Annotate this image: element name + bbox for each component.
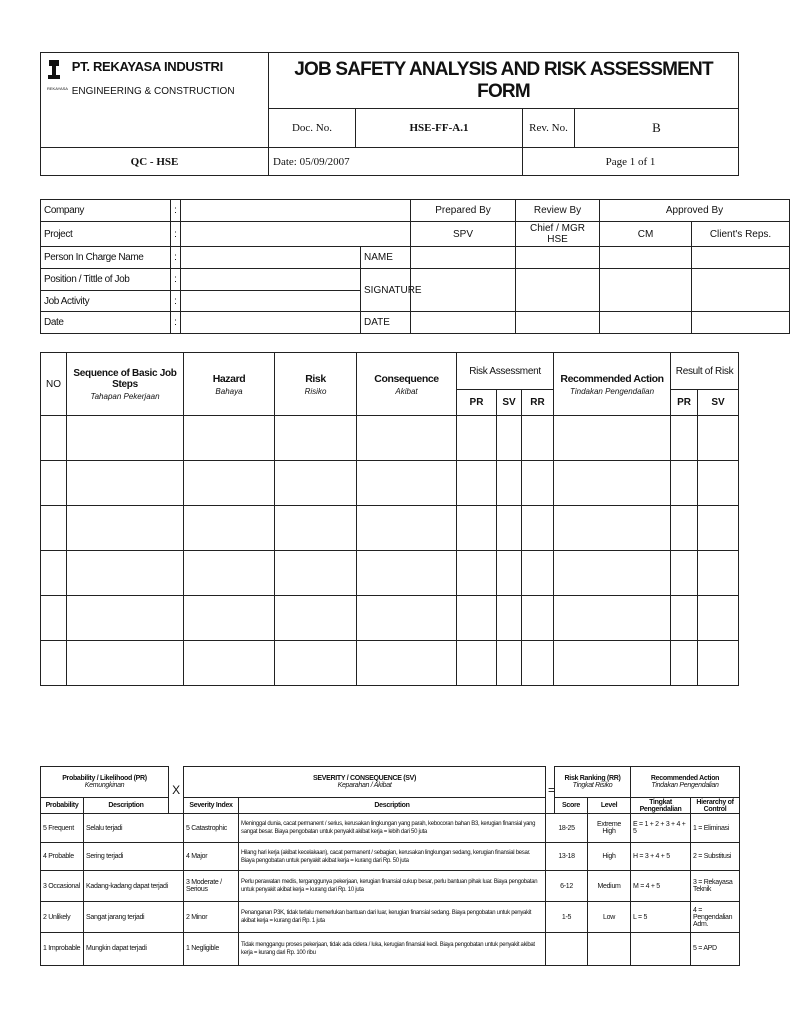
signature-label: SIGNATURE (361, 269, 411, 312)
table-row[interactable] (41, 641, 739, 686)
rank-title-cell: Risk Ranking (RR) Tingkat Risiko (555, 767, 631, 798)
name-label: NAME (361, 247, 411, 269)
ra-pr: PR (457, 390, 497, 416)
page-number: Page 1 of 1 (523, 148, 739, 176)
prepared-by: Prepared By (411, 200, 516, 222)
matrix-row: 2 Unlikely Sangat jarang terjadi 2 Minor Penanganan P3K, tidak terlalu memerlukan bantuan dari luar, kerugian finansial sedang. Biaya pengobatan untuk penyakit akibat kerja = kurang dari Rp. 1 juta 1-5 Low L = 5 4 = Pengendalian Adm. (41, 902, 740, 933)
rev-no-label: Rev. No. (523, 109, 575, 148)
chief-label: Chief / MGR HSE (516, 221, 600, 247)
job-activity-input[interactable] (181, 290, 361, 312)
col-no: NO (41, 353, 67, 416)
spv-date-field[interactable] (411, 312, 516, 334)
jsa-table (40, 352, 739, 686)
company-logo: REKAYASA (47, 59, 63, 91)
cm-signature-field[interactable] (600, 269, 692, 312)
ra-sv: SV (497, 390, 522, 416)
date-label: DATE (361, 312, 411, 334)
matrix-row: 5 Frequent Selalu terjadi 5 Catastrophic Meninggal dunia, cacat permanent / serius, kerusakan lingkungan yang parah, kebocoran bahan B3, kerugian finansial yang sangat besar. Biaya pengobatan untuk penyakit akibat kerja = lebih dari 50 juta 18-25 Extreme High E = 1 + 2 + 3 + 4 + 5 1 = Eliminasi (41, 814, 740, 843)
prob-title-cell: Probability / Likelihood (PR) Kemungkinan (41, 767, 169, 798)
project-input[interactable] (181, 221, 411, 247)
table-row[interactable] (41, 596, 739, 641)
cm-label: CM (600, 221, 692, 247)
risk-matrix-table: Probability / Likelihood (PR) Kemungkinan X SEVERITY / CONSEQUENCE (SV) Keparahan / Akibat = Risk Ranking (RR) Tingkat Risiko Recommended Action Tindakan Pengendalian Probability Description Severity Index Description Score Level Tingkat Pengendalian Hierarchy of Control 5 Frequent Selalu terjadi 5 Catastrophic Meninggal dunia, cacat permanent / serius, kerusakan lingkungan yang parah, kebocoran bahan B3, kerugian finansial yang sangat besar. Biaya pengobatan untuk penyakit akibat kerja = lebih dari 50 juta 18-25 Extreme High E = 1 + 2 + 3 + 4 + 5 1 = Eliminasi 4 Probable Sering terjadi 4 Major Hilang hari kerja (akibat kecelakaan), cacat permanent / sebagian, kerusakan lingkungan sedang, kerugian finansial besar. Biaya pengobatan untuk penyakit akibat kerja = kurang dari Rp. 50 juta 13-18 High H = 3 + 4 + 5 2 = Substitusi 3 Occasional Kadang-kadang dapat terjadi 3 Moderate / Serious Perlu perawatan medis, terganggunya pekerjaan, kerugian finansial cukup besar, perlu bantuan pihak luar. Biaya pengobatan untuk penyakit akibat kerja = kurang dari Rp. 10 juta 6-12 Medium M = 4 + 5 3 = Rekayasa Teknik 2 Unlikely Sangat jarang terjadi 2 Minor Penanganan P3K, tidak terlalu memerlukan bantuan dari luar, kerugian finansial sedang. Biaya pengobatan untuk penyakit akibat kerja = kurang dari Rp. 1 juta 1-5 Low L = 5 4 = Pengendalian Adm. 1 Improbable Mungkin dapat terjadi 1 Negligible Tidak menggangu proses pekerjaan, tidak ada cidera / luka, kerugian finansial kecil. Biaya pengobatan untuk penyakit akibat kerja = kurang dari Rp. 100 ribu 5 = APD (40, 766, 740, 966)
clients-name-field[interactable] (692, 247, 790, 269)
label-job-activity: Job Activity (41, 290, 171, 312)
col-hazard: Hazard Bahaya (184, 353, 275, 416)
person-input[interactable] (181, 247, 361, 269)
chief-name-field[interactable] (516, 247, 600, 269)
table-row[interactable] (41, 551, 739, 596)
form-header (40, 52, 739, 176)
label-company: Company (41, 200, 171, 222)
cm-name-field[interactable] (600, 247, 692, 269)
department: QC - HSE (41, 148, 269, 176)
clients-date-field[interactable] (692, 312, 790, 334)
label-position: Position / Tittle of Job (41, 269, 171, 291)
table-row[interactable] (41, 461, 739, 506)
position-input[interactable] (181, 269, 361, 291)
col-recommended: Recommended Action Tindakan Pengendalian (554, 353, 671, 416)
matrix-row: 3 Occasional Kadang-kadang dapat terjadi 3 Moderate / Serious Perlu perawatan medis, terganggunya pekerjaan, kerugian finansial cukup besar, perlu bantuan pihak luar. Biaya pengobatan untuk penyakit akibat kerja = kurang dari Rp. 10 juta 6-12 Medium M = 4 + 5 3 = Rekayasa Teknik (41, 871, 740, 902)
matrix-row: 1 Improbable Mungkin dapat terjadi 1 Negligible Tidak menggangu proses pekerjaan, tidak ada cidera / luka, kerugian finansial kecil. Biaya pengobatan untuk penyakit akibat kerja = kurang dari Rp. 100 ribu 5 = APD (41, 932, 740, 965)
equals-symbol: = (548, 782, 555, 797)
cm-date-field[interactable] (600, 312, 692, 334)
multiply-symbol: X (172, 782, 180, 797)
label-person: Person In Charge Name (41, 247, 171, 269)
date-input[interactable] (181, 312, 361, 334)
form-title-cell (269, 53, 739, 109)
label-project: Project (41, 221, 171, 247)
spv-signature-field[interactable] (411, 269, 516, 312)
col-consequence: Consequence Akibat (357, 353, 457, 416)
chief-date-field[interactable] (516, 312, 600, 334)
approved-by: Approved By (600, 200, 790, 222)
res-pr: PR (671, 390, 698, 416)
table-row[interactable] (41, 506, 739, 551)
clients-signature-field[interactable] (692, 269, 790, 312)
col-risk-assessment: Risk Assessment (457, 353, 554, 390)
company-block (41, 53, 269, 148)
spv-label: SPV (411, 221, 516, 247)
job-info-table: Company : Prepared By Review By Approved By Project : SPV Chief / MGR HSE CM Client's Reps. Person In Charge Name : NAME Position / Tittle of Job : SIGNATURE Job Activity : Date : DATE (40, 199, 790, 334)
rev-no-value: B (575, 109, 739, 148)
form-title: JOB SAFETY ANALYSIS AND RISK ASSESSMENT FORM (294, 58, 713, 102)
matrix-row: 4 Probable Sering terjadi 4 Major Hilang hari kerja (akibat kecelakaan), cacat permanent / sebagian, kerusakan lingkungan sedang, kerugian finansial besar. Biaya pengobatan untuk penyakit akibat kerja = kurang dari Rp. 50 juta 13-18 High H = 3 + 4 + 5 2 = Substitusi (41, 842, 740, 871)
chief-signature-field[interactable] (516, 269, 600, 312)
spv-name-field[interactable] (411, 247, 516, 269)
rec-title-cell: Recommended Action Tindakan Pengendalian (631, 767, 740, 798)
doc-no-label: Doc. No. (269, 109, 356, 148)
clients-label: Client's Reps. (692, 221, 790, 247)
form-date: Date: 05/09/2007 (269, 148, 523, 176)
sev-title-cell: SEVERITY / CONSEQUENCE (SV) Keparahan / Akibat (184, 767, 546, 798)
res-sv: SV (698, 390, 739, 416)
doc-no-value: HSE-FF-A.1 (356, 109, 523, 148)
company-name: PT. REKAYASA INDUSTRI (71, 59, 223, 74)
col-result-of-risk: Result of Risk (671, 353, 739, 390)
ra-rr: RR (522, 390, 554, 416)
review-by: Review By (516, 200, 600, 222)
col-risk: Risk Risiko (275, 353, 357, 416)
col-steps: Sequence of Basic Job Steps Tahapan Pekerjaan (67, 353, 184, 416)
company-subtitle: ENGINEERING & CONSTRUCTION (71, 86, 235, 97)
company-input[interactable] (181, 200, 411, 222)
label-date: Date (41, 312, 171, 334)
table-row[interactable] (41, 416, 739, 461)
